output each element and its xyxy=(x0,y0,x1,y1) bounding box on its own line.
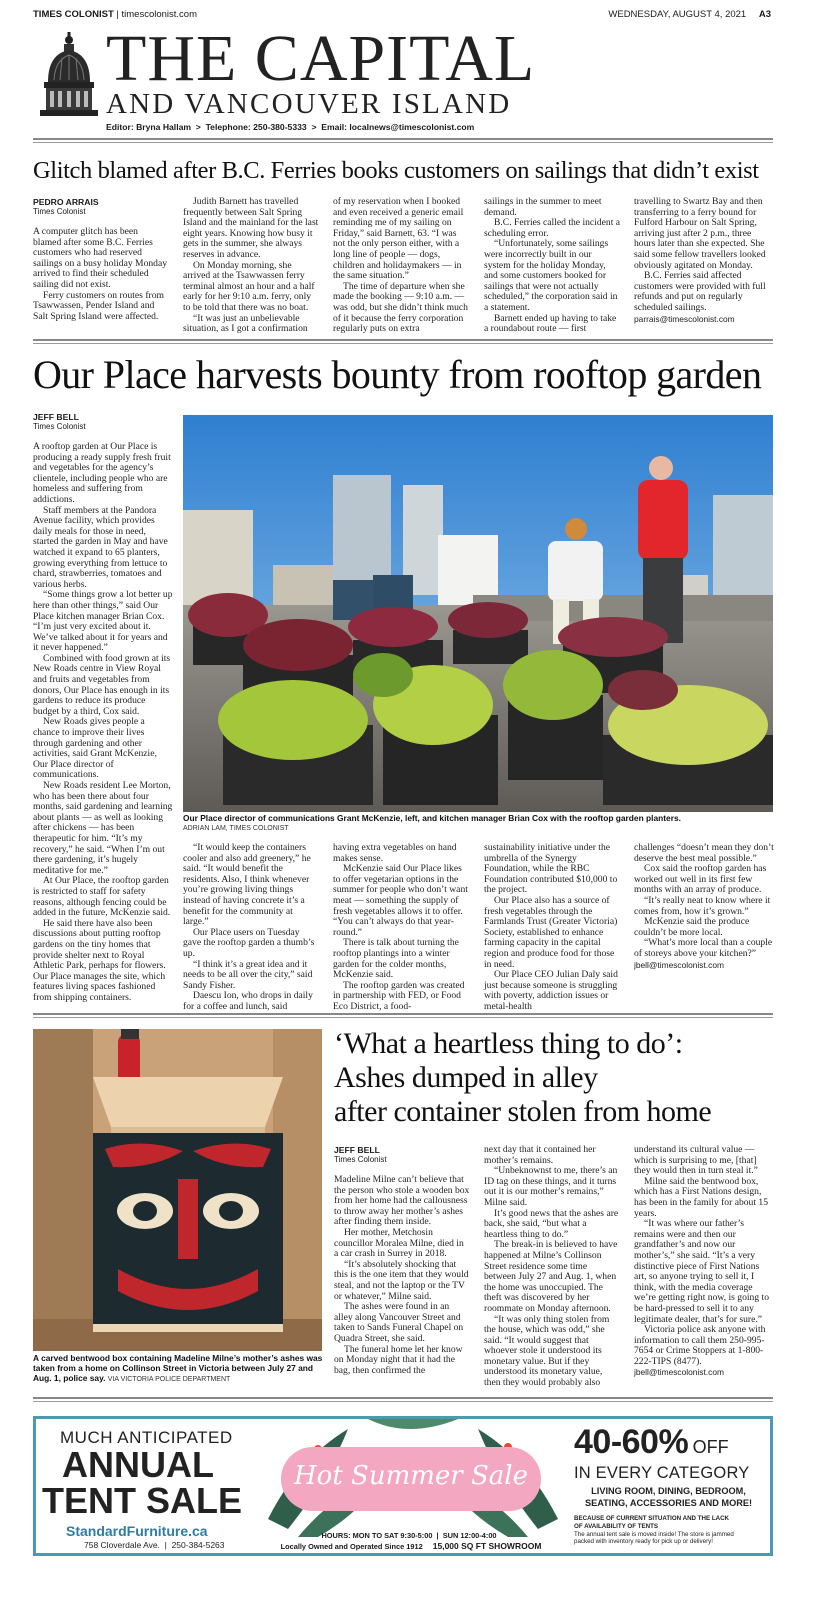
paragraph: Milne said the bentwood box, which has a First Nations design, has been in the family for about 15 years. xyxy=(634,1175,769,1219)
section-rule-1a xyxy=(33,339,773,341)
story1-headline: Glitch blamed after B.C. Ferries books customers on sailings that didn’t exist xyxy=(33,157,759,184)
paragraph: “It’s absolutely shocking that this is the one item that they would steal, and not the laptop or the TV or whatever,” Milne said. xyxy=(334,1258,469,1302)
paragraph: Our Place also has a source of fresh vegetables through the Farmlands Trust (Greater Victoria) Society, established to enhance farming capacity in the capital region and produce food for those in need. xyxy=(484,894,618,970)
paragraph: “Unbeknownst to me, there’s an ID tag on these things, and it turns out it is our mother’s remains,” Milne said. xyxy=(484,1165,618,1208)
story2-col4 xyxy=(484,842,621,1012)
rooftop-garden-photo xyxy=(183,415,773,812)
story3-caption xyxy=(33,1353,328,1384)
story1-col2 xyxy=(183,196,319,335)
ad-line3: TENT SALE xyxy=(42,1480,243,1521)
paragraph: Our Place users on Tuesday gave the rooftop garden a thumb’s up. xyxy=(183,926,315,959)
folio-right xyxy=(608,9,771,20)
story3-headline-line1: ‘What a heartless thing to do’: xyxy=(334,1027,683,1060)
story2-caption: Our Place director of communications Grant McKenzie, left, and kitchen manager Brian Cox with the rooftop garden planters. xyxy=(183,813,681,823)
paragraph: “It was where our father’s remains were and then our grandfather’s and now our mother’s,” she said. “It’s a very distinctive piece of First Nations art, so anyone trying to sell it, I think, with the media coverage we’re getting right now, is going to be hard-pressed to sell it to any legitimate dealer, that’s for sure.” xyxy=(634,1218,770,1325)
paragraph: B.C. Ferries said affected customers were provided with full refunds and put on regularly scheduled sailings. xyxy=(634,270,766,313)
story1-col1 xyxy=(33,227,168,327)
section-rule-2b xyxy=(33,1017,773,1018)
story1-col5 xyxy=(634,197,774,329)
section-rule-3a xyxy=(33,1397,773,1399)
ad-discount-block xyxy=(574,1423,774,1462)
story3-byline: JEFF BELL xyxy=(334,1145,380,1155)
paragraph: “It was only thing stolen from the house, which was odd,” she said. “It would suggest that whoever stole it understood its monetary value. But if they understood its monetary value, then they would probably also xyxy=(484,1313,610,1389)
paragraph: next day that it contained her mother’s remains. xyxy=(484,1144,596,1166)
story1-byline-block xyxy=(33,197,168,217)
paragraph: He said there have also been discussions about putting rooftop gardens on the tiny homes that provide shelter next to Royal Athletic Park, perhaps for flowers. Our Place manages the site, which features living spaces fashioned from shipping containers. xyxy=(33,917,166,1003)
story2-col5 xyxy=(634,843,774,1003)
story1-email[interactable]: parrais@timescolonist.com xyxy=(634,313,735,324)
bentwood-box-photo xyxy=(33,1029,322,1351)
section-rule-2a xyxy=(33,1013,773,1015)
masthead-rule-top xyxy=(33,138,773,140)
paragraph: The break-in is believed to have happened at Milne’s Collinson Street residence some time between July 27 and Aug. 1, when the home was unoccupied. The theft was discovered by her roommate on Monday afternoon. xyxy=(484,1239,618,1314)
ad-notice-line1: BECAUSE OF CURRENT SITUATION AND THE LACK xyxy=(574,1515,730,1522)
story3-credit: VIA VICTORIA POLICE DEPARTMENT xyxy=(107,1376,231,1383)
paragraph: Madeline Milne can’t believe that the person who stole a wooden box from her home had the callousness to throw away her mother’s ashes after finding them inside. xyxy=(334,1174,470,1228)
masthead-contacts: Editor: Bryna Hallam > Telephone: 250-380-5333 > Email: localnews@timescolonist.com xyxy=(106,122,475,132)
story1-org: Times Colonist xyxy=(33,207,86,216)
ad-rooms-line2: SEATING, ACCESSORIES AND MORE! xyxy=(584,1498,753,1508)
paragraph: McKenzie said the produce couldn’t be more local. xyxy=(634,916,750,938)
story2-email[interactable]: jbell@timescolonist.com xyxy=(634,959,724,970)
paragraph: Barnett ended up having to take a roundabout route — first xyxy=(484,312,617,335)
story2-col1 xyxy=(33,441,173,1003)
story3-col2 xyxy=(484,1144,621,1389)
story3-email[interactable]: jbell@timescolonist.com xyxy=(634,1367,724,1378)
story1-col4 xyxy=(484,196,621,335)
masthead-title: THE CAPITAL xyxy=(106,22,536,95)
ad-notice-line3: The annual tent sale is moved inside! The store is jammed xyxy=(574,1530,734,1538)
story2-credit: ADRIAN LAM, TIMES COLONIST xyxy=(183,825,289,832)
paragraph: travelling to Swartz Bay and then transferring to a ferry bound for Fulford Harbour on Salt Spring, arriving just after 2 p.m., three hours later than she expected. She said some fellow travellers looked obviously agitated on Monday. xyxy=(634,196,766,271)
story3-headline-line3: after container stolen from home xyxy=(334,1095,712,1128)
section-rule-3b xyxy=(33,1401,773,1402)
paragraph: New Roads resident Lee Morton, who has been there about four months, said gardening and learning about plants — as well as looking after chickens — has been therapeutic for him. “It’s my recovery,” he said. “When I’m out there gardening, it’s hugely meditative for me.” xyxy=(33,780,173,876)
ad-rooms-line1: LIVING ROOM, DINING, BEDROOM, xyxy=(591,1486,746,1496)
paragraph: Her mother, Metchosin councillor Moralea Milne, died in a car crash in Surrey in 2018. xyxy=(334,1226,464,1260)
masthead-subtitle: AND VANCOUVER ISLAND xyxy=(106,88,512,120)
paragraph: Judith Barnett has travelled frequently between Salt Spring Island and the mainland for the last eight years. Knowing how busy it gets in the summer, she always reserves in advance. xyxy=(183,196,319,260)
paragraph: There is talk about turning the rooftop plantings into a winter garden for the colder months, McKenzie said. xyxy=(333,937,459,981)
story3-caption-text: A carved bentwood box containing Madeline Milne’s mother’s ashes was taken from a home on Collinson Street in Victoria between July 27 and Aug. 1, police say. xyxy=(33,1353,323,1383)
paragraph: At Our Place, the rooftop garden is restricted to staff for safety reasons, although fencing could be added in the future, McKenzie said. xyxy=(33,875,171,919)
ad-line2: ANNUAL xyxy=(62,1444,214,1485)
ad-notice-line2: OF AVAILABILITY OF TENTS xyxy=(574,1522,658,1530)
story1-byline: PEDRO ARRAIS xyxy=(33,197,99,207)
story2-col2 xyxy=(183,842,320,1012)
story3-org: Times Colonist xyxy=(334,1155,387,1164)
paragraph: B.C. Ferries called the incident a scheduling error. xyxy=(484,217,621,239)
ad-notice-line4: packed with inventory ready for pick up or delivery! xyxy=(574,1538,713,1546)
ad-discount: 40-60% xyxy=(574,1423,689,1461)
paragraph: sailings in the summer to meet demand. xyxy=(484,196,602,218)
folio-left: TIMES COLONIST | timescolonist.com xyxy=(33,9,197,20)
folio-site[interactable]: timescolonist.com xyxy=(121,9,197,20)
ad-brand[interactable]: StandardFurniture.ca xyxy=(66,1523,208,1539)
story2-col3 xyxy=(333,842,470,1012)
paragraph: “It was just an unbelievable situation, as I got a confirmation xyxy=(183,312,308,335)
paragraph: On Monday morning, she arrived at the Tsawwassen ferry terminal almost an hour and a half early for her 9:10 a.m. ferry, only to be told that there was no boat. xyxy=(183,259,315,313)
paragraph: Staff members at the Pandora Avenue facility, which provides daily meals for those in need, started the garden in May and have watched it expand to 65 planters, growing everything from lettuce to chard, strawberries, tomatoes and various herbs. xyxy=(33,504,168,590)
masthead-rule-bottom xyxy=(33,142,773,143)
paragraph: “I think it’s a great idea and it needs to be all over the city,” said Sandy Fisher. xyxy=(183,958,313,991)
paragraph: “Some things grow a lot better up here than other things,” said Our Place kitchen manager Brian Cox. “I’m just very excited about it. We’ve talked about it for years and it never happened.” xyxy=(33,589,173,654)
paragraph: Victoria police ask anyone with information to call them 250-995-7654 or Crime Stoppers at 1-800-222-TIPS (8477). xyxy=(634,1324,766,1367)
folio-publication: TIMES COLONIST xyxy=(33,9,114,20)
paragraph: Ferry customers on routes from Tsawwassen, Pender Island and Salt Spring Island were affected. xyxy=(33,289,164,322)
section-rule-1b xyxy=(33,343,773,344)
tent-sale-ad[interactable] xyxy=(33,1416,773,1556)
story3-byline-block xyxy=(334,1145,470,1165)
paragraph: Daescu Ion, who drops in daily for a coffee and lunch, said xyxy=(183,990,313,1012)
ad-showroom: 15,000 SQ FT SHOWROOM xyxy=(432,1541,542,1551)
ad-address: 758 Cloverdale Ave. | 250-384-5263 xyxy=(84,1540,225,1550)
paragraph: of my reservation when I booked and even received a generic email reminding me of my sailing on Friday,” said Barnett, 63. “I was not the only person either, with a long line of people — dogs, children and holidaymakers — in the same situation.” xyxy=(333,196,464,282)
folio-date: WEDNESDAY, AUGUST 4, 2021 xyxy=(608,9,747,20)
paragraph: The rooftop garden was created in partnership with FED, or Food Eco District, a food- xyxy=(333,979,465,1012)
ad-footer xyxy=(251,1541,571,1551)
paragraph: New Roads gives people a chance to improve their lives through gardening and other activities, said Grant McKenzie, Our Place director of communications. xyxy=(33,716,157,781)
story3-col1 xyxy=(334,1175,470,1385)
story2-byline-block xyxy=(33,412,173,432)
paragraph: The time of departure when she made the booking — 9:10 a.m. — was odd, but she didn’t think much of it because the ferry corporation regularly puts on extra xyxy=(333,280,468,335)
ad-rooms xyxy=(566,1485,771,1509)
story2-headline: Our Place harvests bounty from rooftop garden xyxy=(33,352,762,397)
legislature-dome-icon xyxy=(38,30,100,118)
paragraph: “It would keep the containers cooler and also add greenery,” he said. “It would benefit the residents. Also, I think whenever you’re growing living things instead of having concrete it’s a benefit for the community at large.” xyxy=(183,842,311,928)
paragraph: It’s good news that the ashes are back, she said, “but what a heartless thing to do.” xyxy=(484,1207,619,1240)
story3-headline-line2: Ashes dumped in alley xyxy=(334,1061,598,1094)
story3-headline xyxy=(334,1027,774,1129)
paragraph: understand its cultural value — which is surprising to me, [that] they would then in turn steal it.” xyxy=(634,1144,758,1177)
paragraph: sustainability initiative under the umbrella of the Synergy Foundation, while the RBC Foundation contributed $10,000 to the project. xyxy=(484,842,618,896)
story1-col3 xyxy=(333,196,469,335)
story2-org: Times Colonist xyxy=(33,422,86,431)
ad-hours: HOURS: MON TO SAT 9:30-5:00 | SUN 12:00-4:00 xyxy=(321,1531,497,1540)
paragraph: A computer glitch has been blamed after some B.C. Ferries customers who had reserved sailings on a busy holiday Monday arrived to find their scheduled sailing did not exist. xyxy=(33,226,168,290)
paragraph: The ashes were found in an alley along Vancouver Street and taken to Sands Funeral Chapel on Quadra Street, she said. xyxy=(334,1301,464,1344)
ad-category: IN EVERY CATEGORY xyxy=(574,1464,750,1482)
paragraph: Our Place CEO Julian Daly said just because someone is struggling with poverty, addiction issues or metal-health xyxy=(484,969,618,1012)
paragraph: A rooftop garden at Our Place is producing a ready supply fresh fruit and vegetables for the agency’s clientele, including people who are homeless and suffering from addictions. xyxy=(33,441,171,505)
paragraph: McKenzie said Our Place likes to offer vegetarian options in the summer for people who don’t want meat — something the supply of fresh vegetables allows it to offer. “You can’t always do that year-round.” xyxy=(333,863,468,938)
story2-byline: JEFF BELL xyxy=(33,412,79,422)
ad-off: OFF xyxy=(692,1437,729,1457)
paragraph: Combined with food grown at its New Roads centre in View Royal and fruits and vegetables from donors, Our Place has enough in its gardens to reduce its produce budget by a third, Cox said. xyxy=(33,652,171,717)
paragraph: “Unfortunately, some sailings were incorrectly built in our system for the holiday Monday, and some customers booked for sailings that were not actually scheduled,” the corporation said in a statement. xyxy=(484,238,618,313)
folio-page: A3 xyxy=(758,9,771,20)
ad-notice xyxy=(574,1515,772,1546)
paragraph: having extra vegetables on hand makes sense. xyxy=(333,842,457,864)
ad-since: Locally Owned and Operated Since 1912 xyxy=(280,1542,423,1551)
paragraph: “What’s more local than a couple of storeys above your kitchen?” xyxy=(634,937,773,959)
paragraph: The funeral home let her know on Monday night that it had the bag, then confirmed the xyxy=(334,1343,463,1376)
paragraph: challenges “doesn’t mean they don’t deserve the best meal possible.” xyxy=(634,842,774,864)
ad-line1: MUCH ANTICIPATED xyxy=(60,1428,233,1447)
paragraph: “It’s really neat to know where it comes from, how it’s grown.” xyxy=(634,894,771,917)
paragraph: Cox said the rooftop garden has worked out well in its first few months with an array of produce. xyxy=(634,863,767,896)
ad-banner: Hot Summer Sale xyxy=(294,1461,528,1491)
story3-col3 xyxy=(634,1145,774,1385)
